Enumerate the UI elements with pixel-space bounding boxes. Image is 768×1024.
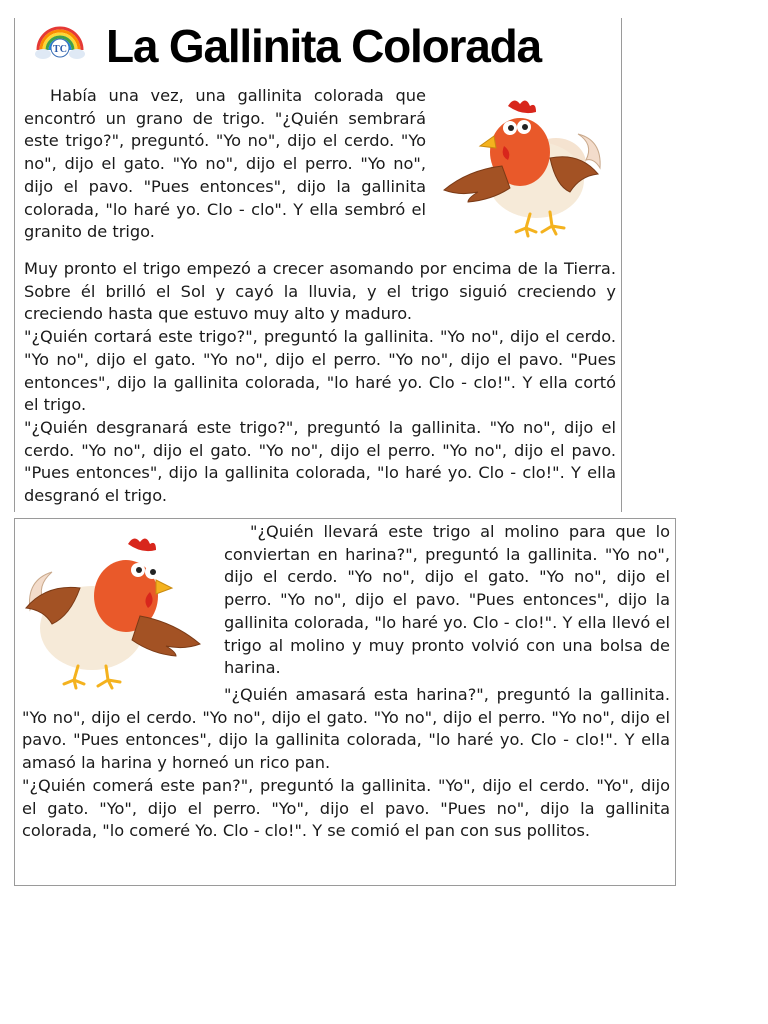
page-title: La Gallinita Colorada xyxy=(106,20,541,72)
story-paragraph: "¿Quién desgranará este trigo?", preguntó la gallinita. "Yo no", dijo el cerdo. "Yo no", dijo el gato. "Yo no", dijo el perro. "Yo no", dijo el pavo. "Pues entonces", dijo la gallinita colorada, "lo haré yo. Clo - clo!". Y ella desgranó el trigo. xyxy=(24,417,616,506)
story-paragraph: Muy pronto el trigo empezó a crecer asomando por encima de la Tierra. Sobre él brilló el Sol y cayó la lluvia, y el trigo siguió creciendo y creciendo hasta que estuvo muy alto y maduro. xyxy=(24,259,616,324)
story-paragraph-block xyxy=(22,684,670,843)
story-paragraph-text: Había una vez, una gallinita colorada que encontró un grano de trigo. "¿Quién sembrará este trigo?", preguntó. "Yo no", dijo el cerdo. "Yo no", dijo el gato. "Yo no", dijo el perro. "Yo no", dijo el pavo. "Pues entonces", dijo la gallinita colorada, "lo haré yo. Clo - clo". Y ella sembró el granito de trigo. xyxy=(24,86,426,242)
story-paragraph: "¿Quién llevará este trigo al molino para que lo conviertan en harina?", preguntó la gallinita. "Yo no", dijo el cerdo. "Yo no", dijo el gato. "Yo no", dijo el perro. "Yo no", dijo el pavo. "Pues entonces", dijo la gallinita colorada, "lo haré yo. Clo - clo!". Y ella llevó el trigo al molino y muy pronto volvió con una bolsa de harina. xyxy=(224,522,670,678)
rainbow-logo-icon xyxy=(34,24,86,64)
story-paragraph-block xyxy=(24,258,616,508)
hen-icon xyxy=(22,532,208,692)
story-paragraph: "¿Quién comerá este pan?", preguntó la gallinita. "Yo", dijo el cerdo. "Yo", dijo el gato. "Yo", dijo el perro. "Yo", dijo el pavo. "Pues no", dijo la gallinita colorada, "lo comeré Yo. Clo - clo!". Y se comió el pan con sus pollitos. xyxy=(22,775,670,841)
hen-icon xyxy=(438,94,614,238)
logo-monogram: TC xyxy=(53,44,67,55)
story-paragraph xyxy=(24,85,426,244)
story-paragraph: "¿Quién cortará este trigo?", preguntó la gallinita. "Yo no", dijo el cerdo. "Yo no", dijo el gato. "Yo no", dijo el perro. "Yo no", dijo el pavo. "Pues entonces", dijo la gallinita colorada, "lo haré yo. Clo - clo!". Y ella cortó el trigo. xyxy=(24,327,616,415)
story-paragraph: "¿Quién amasará esta harina?", preguntó la gallinita. "Yo no", dijo el cerdo. "Yo no", dijo el gato. "Yo no", dijo el perro. "Yo no", dijo el pavo. "Pues entonces", dijo la gallinita colorada, "lo haré yo. Clo - clo!". Y ella amasó la harina y horneó un rico pan. xyxy=(22,685,670,773)
